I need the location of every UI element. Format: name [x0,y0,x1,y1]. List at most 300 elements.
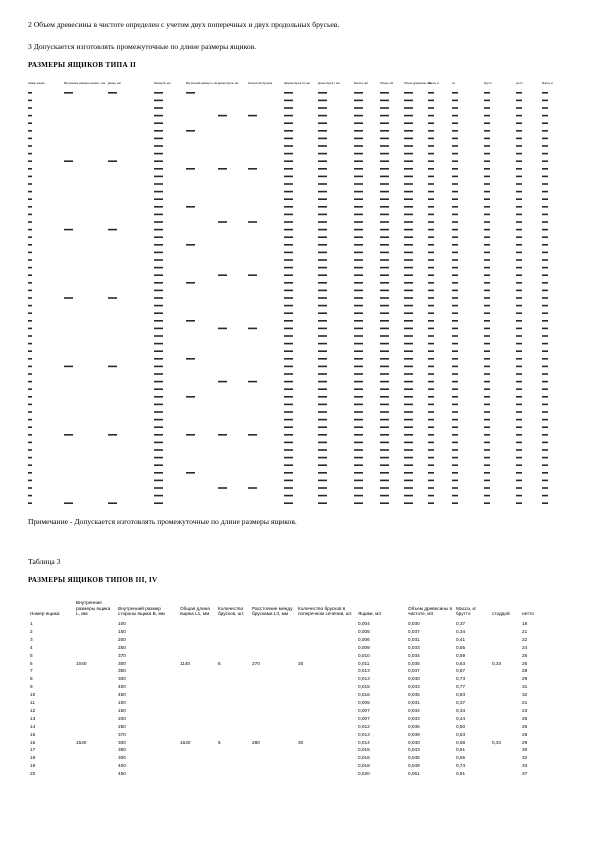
table-2-cell-mark [516,274,522,276]
table-2-cell-mark [404,92,413,94]
table-cell: 15 [30,731,36,737]
table-2-cell-mark [28,358,32,360]
table-2-cell-mark [318,122,327,124]
table-2-cell-mark [380,335,389,337]
table-2-cell-mark [154,335,163,337]
table-2-cell-mark [516,449,522,451]
table-2-cell-mark [516,373,522,375]
table-2-cell-mark [354,396,363,398]
table-2-cell-mark [404,168,413,170]
table-row [28,636,568,644]
table-2-cell-mark [516,176,522,178]
table-2-cell-mark [404,267,413,269]
table-2-cell-mark [28,122,32,124]
table-2-cell-mark [452,107,458,109]
table-2-cell-mark [284,442,293,444]
table-2-cell-mark [28,183,32,185]
table-2-cell-mark [428,419,434,421]
table-cell [296,667,356,675]
table-2-cell-mark [516,267,522,269]
table-2-cell-mark [354,343,363,345]
table-2-cell-mark [318,442,327,444]
table-2-cell-mark [516,335,522,337]
table-2-cell-mark [404,214,413,216]
table-2-cell-mark [380,457,389,459]
table-2-cell-mark [428,487,434,489]
table-2-cell-mark [452,168,458,170]
table-cell: 400 [118,684,126,690]
table-2-cell-mark [452,183,458,185]
note-remark: Примечание - Допускается изготовлять промежуточные по длине размеры ящиков. [28,517,297,526]
table-2-cell-mark [484,449,490,451]
table-2-cell-mark [354,267,363,269]
table-2-cell-mark [154,350,163,352]
table-2-cell-mark [318,236,327,238]
table-row [28,691,568,699]
table-2-cell-mark [284,221,293,223]
table-2-cell-mark [452,381,458,383]
table-cell [296,715,356,723]
table-2-cell-mark [542,259,548,261]
table-2-cell-mark [542,434,548,436]
table-2-cell-mark [154,457,163,459]
table-2-cell-mark [186,434,195,436]
table-cell: 1140 [180,660,191,666]
table-2-cell-mark [28,168,32,170]
table-cell: 0,006 [358,636,370,642]
table-2-cell-mark [516,404,522,406]
table-2-cell-mark [542,191,548,193]
table-2-cell-mark [452,328,458,330]
table-2-cell-mark [218,434,227,436]
table-2-cell-mark [428,244,434,246]
table-2-cell-mark [484,176,490,178]
table-cell: 20 [30,771,36,777]
table-2-cell-mark [452,312,458,314]
table-2-cell-mark [484,244,490,246]
table-2-cell-mark [64,229,73,231]
table-2-cell-mark [354,419,363,421]
table-2-cell-mark [186,168,195,170]
table-2-cell-mark [284,176,293,178]
table-cell: 0,018 [358,763,370,769]
table-cell: 0,37 [456,700,466,706]
table-2-cell-mark [380,434,389,436]
table-cell: 23 [522,707,528,713]
table-2-cell-mark [404,191,413,193]
table-2-cell-mark [516,214,522,216]
table-2-cell-mark [248,381,257,383]
table-2-cell-mark [484,350,490,352]
table-2-cell-mark [28,457,32,459]
table-2-cell-mark [404,244,413,246]
table-2-cell-mark [380,290,389,292]
table-2-cell-mark [380,183,389,185]
table-cell: 0,34 [456,629,466,635]
table-2-cell-mark [284,373,293,375]
table-2-cell-mark [28,381,32,383]
table-2-cell-mark [542,404,548,406]
table-2-cell-mark [404,426,413,428]
table-2-column-header: брутто [484,82,492,85]
table-2-cell-mark [64,160,73,162]
table-2-cell-mark [428,366,434,368]
table-cell: 0,77 [456,684,466,690]
table-2-cell-mark [28,495,32,497]
table-2-cell-mark [318,267,327,269]
table-2-cell-mark [452,350,458,352]
table-2-cell-mark [404,366,413,368]
table-cell: 5 [30,652,33,658]
table-2-cell-mark [284,267,293,269]
table-cell: 0,015 [358,684,370,690]
table-cell: 0,039 [408,731,420,737]
table-2-column-header: Номер ящика [28,82,45,85]
table-2-cell-mark [404,252,413,254]
table-2-cell-mark [484,419,490,421]
table-2-cell-mark [484,282,490,284]
table-2-cell-mark [484,221,490,223]
table-2-cell-mark [354,442,363,444]
table-cell [74,667,116,675]
table-cell: 0,014 [358,739,370,745]
table-cell: 200 [118,636,126,642]
table-2-cell-mark [542,487,548,489]
table-2-cell-mark [428,236,434,238]
table-2-cell-mark [428,388,434,390]
table-2-cell-mark [404,343,413,345]
table-2-cell-mark [404,434,413,436]
table-2-cell-mark [284,366,293,368]
table-2-cell-mark [284,153,293,155]
table-2-cell-mark [318,396,327,398]
table-2-cell-mark [154,373,163,375]
table-2-cell-mark [542,502,548,504]
table-2-cell-mark [516,396,522,398]
table-2-cell-mark [404,396,413,398]
table-2-cell-mark [108,229,117,231]
table-2-cell-mark [428,343,434,345]
table-cell: 0,016 [358,755,370,761]
table-cell [178,636,216,644]
table-2-cell-mark [354,335,363,337]
table-2-cell-mark [428,442,434,444]
table-2-cell-mark [484,145,490,147]
table-2-cell-mark [516,426,522,428]
table-cell [490,730,520,738]
table-cell [178,762,216,770]
table-2-cell-mark [452,244,458,246]
table-cell [250,715,296,723]
table-2-cell-mark [154,92,163,94]
table-2-cell-mark [404,495,413,497]
table-cell: 150 [118,707,126,713]
table-2-cell-mark [542,100,548,102]
table-2-cell-mark [428,191,434,193]
table-2-cell-mark [354,487,363,489]
table-cell: 1 [30,621,33,627]
table-2-cell-mark [318,328,327,330]
table-2-cell-mark [428,153,434,155]
table-2-cell-mark [28,434,32,436]
table-2-cell-mark [318,252,327,254]
table-2-cell-mark [354,244,363,246]
table-2-cell-mark [284,396,293,398]
table-2-cell-mark [284,100,293,102]
table-2-cell-mark [404,145,413,147]
table-2-cell-mark [484,198,490,200]
table-2-cell-mark [28,343,32,345]
table-2-cell-mark [108,160,117,162]
table-2-cell-mark [428,221,434,223]
table-2-cell-mark [380,206,389,208]
table-2-cell-mark [28,115,32,117]
table-2-cell-mark [354,198,363,200]
table-cell: 0,73 [456,763,466,769]
table-2-cell-mark [154,502,163,504]
table-cell: 18 [30,755,36,761]
table-row [28,644,568,652]
table-2-cell-mark [28,282,32,284]
table-2-cell-mark [28,274,32,276]
table-2-cell-mark [318,229,327,231]
table-2-cell-mark [452,449,458,451]
table-2-cell-mark [354,320,363,322]
table-cell [296,730,356,738]
table-cell: 1640 [180,739,191,745]
table-cell [74,683,116,691]
table-cell: 0,043 [408,747,420,753]
table-2-cell-mark [318,487,327,489]
table-cell: 13 [30,715,36,721]
table-2-cell-mark [452,259,458,261]
table-2-cell-mark [516,130,522,132]
table-cell: 1540 [76,739,87,745]
table-2-cell-mark [318,244,327,246]
column-header: Номер ящика [30,611,60,617]
table-2-cell-mark [28,480,32,482]
table-cell: 0,009 [358,644,370,650]
table-2-cell-mark [404,305,413,307]
table-2-cell-mark [284,107,293,109]
table-cell: 16 [30,739,36,745]
table-2-cell-mark [28,92,32,94]
table-cell: 0,004 [358,621,370,627]
table-cell: 0,61 [456,747,466,753]
table-cell [490,762,520,770]
table-2-cell-mark [284,487,293,489]
table-2-cell-mark [452,487,458,489]
table-cell: 200 [118,715,126,721]
table-2-cell-mark [354,153,363,155]
table-2-cell-mark [484,168,490,170]
table-2-cell-mark [28,100,32,102]
table-2-cell-mark [542,236,548,238]
table-2-cell-mark [354,434,363,436]
table-2-cell-mark [186,320,195,322]
table-cell [178,644,216,652]
table-2-cell-mark [452,457,458,459]
table-2-cell-mark [64,92,73,94]
table-2-cell-mark [354,274,363,276]
table-cell: 24 [522,644,528,650]
table-cell [296,723,356,731]
table-cell [74,723,116,731]
table-2-cell-mark [154,153,163,155]
table-2-cell-mark [28,312,32,314]
table-2-cell-mark [404,373,413,375]
table-cell [74,691,116,699]
table-2-cell-mark [354,214,363,216]
table-2-cell-mark [484,236,490,238]
table-2-cell-mark [452,343,458,345]
table-2-cell-mark [542,176,548,178]
table-cell: 30 [298,739,304,745]
table-2-cell-mark [404,358,413,360]
table-2-cell-mark [284,198,293,200]
table-2-cell-mark [154,221,163,223]
table-cell: 21 [522,629,528,635]
table-2-cell-mark [516,244,522,246]
table-2-cell-mark [404,153,413,155]
table-2-cell-mark [28,396,32,398]
table-cell: 0,83 [456,692,466,698]
table-2-cell-mark [516,206,522,208]
table-2-cell-mark [354,130,363,132]
table-2-cell-mark [484,502,490,504]
table-2-cell-mark [318,495,327,497]
table-2-cell-mark [542,160,548,162]
table-cell [296,620,356,628]
table-cell [296,628,356,636]
table-2-cell-mark [354,145,363,147]
table-2-column-header: нетто [516,82,523,85]
table-cell [74,644,116,652]
table-2-cell-mark [452,176,458,178]
table-2-cell-mark [28,145,32,147]
table-2-cell-mark [542,442,548,444]
table-2-cell-mark [428,130,434,132]
table-2-cell-mark [428,206,434,208]
table-2-cell-mark [284,464,293,466]
table-cell [74,628,116,636]
table-cell: 0,005 [358,700,370,706]
table-2-cell-mark [542,290,548,292]
table-2-cell-mark [154,312,163,314]
table-2-column-header: Объем древесины, м3 [404,82,431,85]
table-2-cell-mark [380,328,389,330]
table-2-cell-mark [354,168,363,170]
table-2-cell-mark [354,457,363,459]
table-cell: 26 [522,660,528,666]
table-2-cell-mark [428,358,434,360]
table-2-cell-mark [28,259,32,261]
table-cell [250,723,296,731]
table-2-cell-mark [354,191,363,193]
table-2-cell-mark [248,328,257,330]
table-2-column-header: Внутренние размеры ящика L, мм [64,82,106,85]
table-row [28,754,568,762]
table-2-cell-mark [542,411,548,413]
table-cell: 150 [118,629,126,635]
table-2-cell-mark [428,168,434,170]
table-2-cell-mark [186,206,195,208]
column-header: Количество брусков в поперечном сечении, шт. [298,605,353,617]
table-header-row [28,592,568,620]
table-2-cell-mark [452,419,458,421]
table-cell [490,754,520,762]
table-2-cell-mark [484,328,490,330]
table-2-cell-mark [380,442,389,444]
table-cell: 7 [30,668,33,674]
table-2-cell-mark [380,343,389,345]
table-row [28,770,568,778]
table-2-cell-mark [154,305,163,307]
table-2-cell-mark [154,206,163,208]
table-2-cell-mark [354,464,363,466]
table-2-cell-mark [484,115,490,117]
table-2-cell-mark [516,259,522,261]
table-2-column-header: Длина, мм [108,82,121,85]
table-2-cell-mark [154,381,163,383]
table-2-cell-mark [28,366,32,368]
table-2-cell-mark [452,464,458,466]
table-2-cell-mark [542,145,548,147]
table-2-cell-mark [452,115,458,117]
table-2-cell-mark [452,305,458,307]
table-2-cell-mark [484,480,490,482]
table-cell: 0,010 [358,652,370,658]
table-2-cell-mark [380,92,389,94]
table-2-cell-mark [380,221,389,223]
table-2-cell-mark [154,388,163,390]
table-2-cell-mark [354,297,363,299]
table-2-cell-mark [516,502,522,504]
column-header: нетто [522,611,534,617]
table-2-cell-mark [248,168,257,170]
table-2-cell-mark [64,502,73,504]
table-2-cell-mark [428,297,434,299]
table-2-cell-mark [354,366,363,368]
table-cell [250,652,296,660]
table-2-cell-mark [318,115,327,117]
table-2-cell-mark [516,464,522,466]
table-cell: 0,55 [456,644,466,650]
table-2-cell-mark [380,495,389,497]
table-cell [250,762,296,770]
table-2-cell-mark [542,388,548,390]
table-cell [250,754,296,762]
table-2-cell-mark [318,305,327,307]
table-2-cell-mark [428,138,434,140]
table-2-cell-mark [452,191,458,193]
table-2-cell-mark [452,442,458,444]
table-cell: 22 [522,636,528,642]
table-2-cell-mark [516,312,522,314]
table-2-cell-mark [380,502,389,504]
table-2-cell-mark [354,495,363,497]
table-cell: 0,051 [408,771,420,777]
table-2-cell-mark [452,335,458,337]
table-cell: 0,016 [358,692,370,698]
table-2-cell-mark [404,282,413,284]
table-cell: 6 [30,660,33,666]
table-2-cell-mark [186,130,195,132]
table-cell [296,754,356,762]
table-2-cell-mark [154,464,163,466]
table-2-cell-mark [318,411,327,413]
table-2-cell-mark [354,160,363,162]
